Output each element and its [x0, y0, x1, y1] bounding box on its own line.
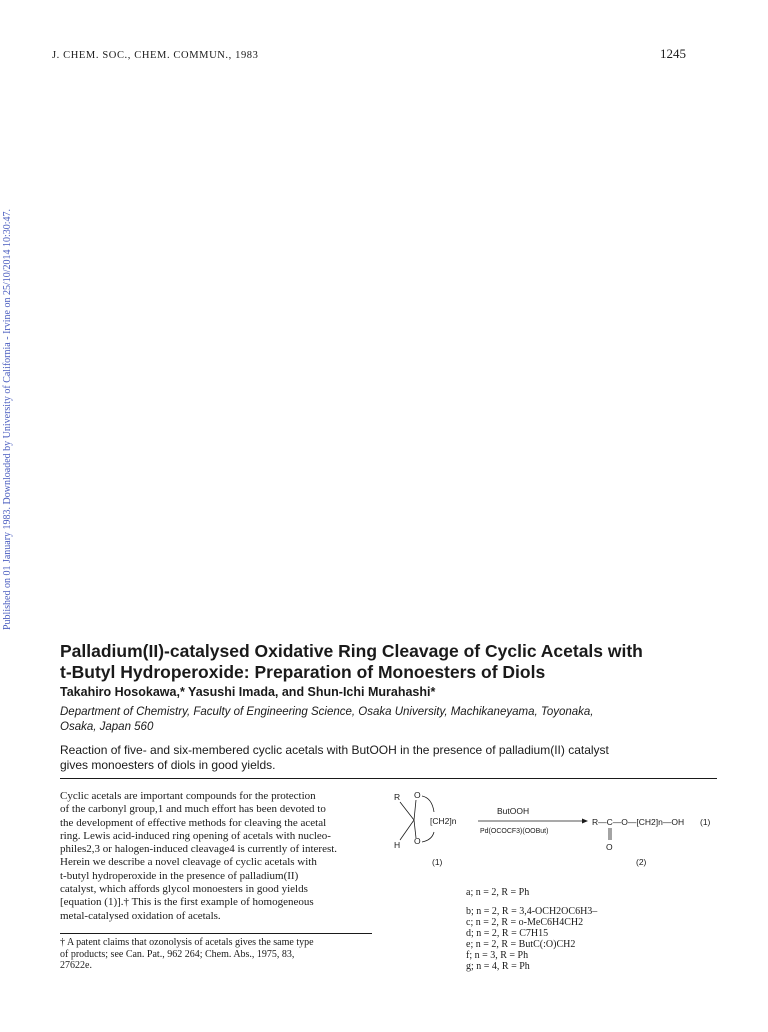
- bond: [414, 800, 416, 820]
- body-line: [equation (1)].† This is the first example of homogeneous: [60, 896, 314, 909]
- section-rule: [60, 778, 717, 779]
- atom-o-top: O: [414, 790, 421, 800]
- equation-number: (1): [700, 817, 711, 827]
- arrow-head: [582, 819, 588, 824]
- substituent-list: [466, 887, 597, 972]
- download-watermark: Published on 01 January 1983. Downloaded by University of California - Irvine on 25/10/2014 10:30:47.: [2, 208, 13, 630]
- reaction-scheme: [392, 788, 722, 878]
- article-title: [60, 641, 720, 683]
- body-line: Cyclic acetals are important compounds for the protection: [60, 790, 316, 802]
- body-line: catalyst, which affords glycol monoesters in good yields: [60, 883, 308, 896]
- footnote-rule: [60, 933, 372, 934]
- body-line: philes2,3 or halogen-induced cleavage4 is currently of interest.: [60, 843, 338, 856]
- variant-row: e; n = 2, R = ButC(:O)CH2: [466, 939, 576, 950]
- atom-h: H: [394, 840, 401, 850]
- variant-row: f; n = 3, R = Ph: [466, 950, 529, 961]
- variant-row: d; n = 2, R = C7H15: [466, 928, 549, 939]
- reactant-label: (1): [432, 857, 443, 867]
- ring-methylene-label: [CH2]n: [430, 816, 457, 826]
- title-line-1: Palladium(II)-catalysed Oxidative Ring Cleavage of Cyclic Acetals with: [60, 641, 643, 661]
- body-line: the development of effective methods for cleaving the acetal: [60, 816, 327, 829]
- atom-o-bottom: O: [414, 836, 421, 846]
- body-line: metal-catalysed oxidation of acetals.: [60, 909, 221, 922]
- body-line: of the carbonyl group,1 and much effort has been devoted to: [60, 803, 326, 816]
- page-number: 1245: [660, 46, 686, 61]
- variant-row: b; n = 2, R = 3,4-OCH2OC6H3–: [466, 906, 598, 917]
- footnote-line: of products; see Can. Pat., 962 264; Chem. Abs., 1975, 83,: [60, 948, 295, 960]
- catalyst-label: Pd(OCOCF3)(OOBut): [480, 828, 549, 835]
- running-head: J. CHEM. SOC., CHEM. COMMUN., 1983: [52, 50, 259, 61]
- reagent-label: ButOOH: [497, 806, 530, 816]
- abstract-line-2: gives monoesters of diols in good yields.: [60, 758, 276, 772]
- affiliation-line-2: Osaka, Japan 560: [60, 721, 154, 733]
- affiliation: [60, 705, 700, 735]
- atom-r: R: [394, 792, 401, 802]
- body-text: [60, 790, 374, 923]
- footnote-line: † A patent claims that ozonolysis of acetals gives the same type: [60, 937, 314, 948]
- variant-row: g; n = 4, R = Ph: [466, 961, 530, 972]
- carbonyl-o: O: [606, 842, 613, 852]
- abstract: [60, 743, 720, 773]
- ring-arc: [422, 796, 434, 812]
- variant-row: a; n = 2, R = Ph: [466, 887, 530, 898]
- body-line: Herein we describe a novel cleavage of cyclic acetals with: [60, 856, 317, 869]
- abstract-line-1: Reaction of five- and six-membered cyclic acetals with ButOOH in the presence of palladium(II) catalyst: [60, 743, 609, 757]
- ring-arc: [422, 832, 434, 842]
- bond: [400, 820, 414, 840]
- authors: Takahiro Hosokawa,* Yasushi Imada, and Shun-Ichi Murahashi*: [60, 685, 436, 699]
- bond: [400, 802, 414, 820]
- product-label: (2): [636, 857, 647, 867]
- affiliation-line-1: Department of Chemistry, Faculty of Engineering Science, Osaka University, Machikaneyama, Toyonaka,: [60, 706, 594, 718]
- body-line: t-butyl hydroperoxide in the presence of palladium(II): [60, 869, 299, 882]
- footnote-line: 27622e.: [60, 960, 92, 972]
- product-formula: R—C—O—[CH2]n—OH: [592, 817, 685, 827]
- variant-row: c; n = 2, R = o-MeC6H4CH2: [466, 917, 584, 928]
- body-line: ring. Lewis acid-induced ring opening of acetals with nucleo-: [60, 829, 331, 842]
- footnote: [60, 937, 374, 972]
- title-line-2: t-Butyl Hydroperoxide: Preparation of Monoesters of Diols: [60, 662, 546, 682]
